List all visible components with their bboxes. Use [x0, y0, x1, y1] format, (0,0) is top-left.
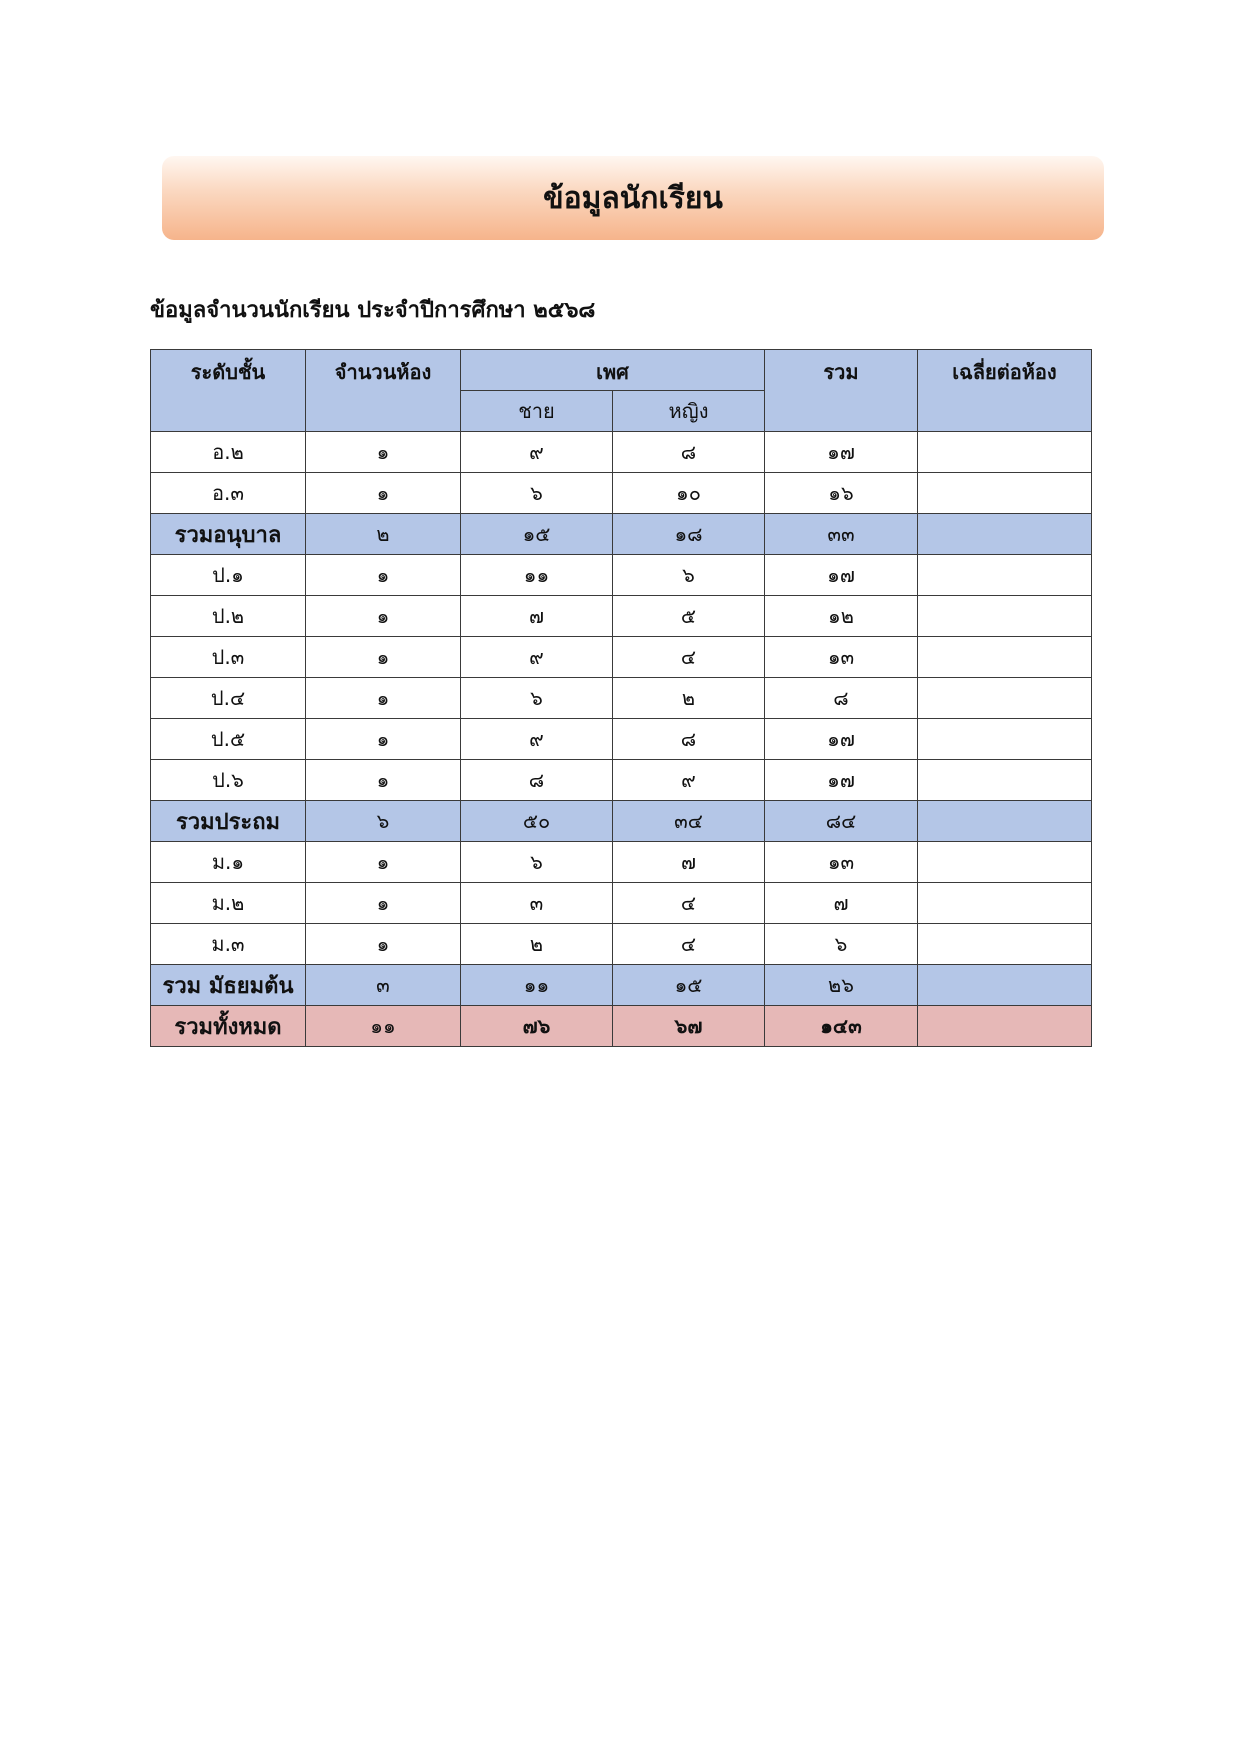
cell-average: [918, 637, 1092, 678]
cell-level: ป.๒: [151, 596, 306, 637]
grand-total-row: [151, 1006, 1092, 1047]
cell-level: ป.๕: [151, 719, 306, 760]
cell-level: อ.๓: [151, 473, 306, 514]
cell-average: [918, 596, 1092, 637]
cell-male: ๖: [461, 678, 613, 719]
table-row: [151, 678, 1092, 719]
header-female: หญิง: [613, 391, 765, 432]
subtotal-row: [151, 514, 1092, 555]
cell-total: ๖: [765, 924, 918, 965]
cell-rooms: ๑: [306, 760, 461, 801]
cell-total: ๑๗: [765, 719, 918, 760]
cell-level: ม.๑: [151, 842, 306, 883]
cell-average: [918, 883, 1092, 924]
cell-male: ๙: [461, 719, 613, 760]
student-table: [150, 349, 1092, 1047]
cell-rooms: ๑: [306, 924, 461, 965]
cell-male: ๙: [461, 432, 613, 473]
cell-total: ๑๗: [765, 432, 918, 473]
cell-total: ๘๔: [765, 801, 918, 842]
cell-rooms: ๑: [306, 473, 461, 514]
cell-level: อ.๒: [151, 432, 306, 473]
cell-male: ๕๐: [461, 801, 613, 842]
cell-average: [918, 719, 1092, 760]
cell-level: รวมทั้งหมด: [151, 1006, 306, 1047]
cell-rooms: ๒: [306, 514, 461, 555]
cell-level: รวม มัธยมต้น: [151, 965, 306, 1006]
cell-rooms: ๑: [306, 555, 461, 596]
cell-male: ๑๑: [461, 555, 613, 596]
cell-total: ๘: [765, 678, 918, 719]
cell-average: [918, 842, 1092, 883]
cell-male: ๑๑: [461, 965, 613, 1006]
cell-male: ๗: [461, 596, 613, 637]
table-row: [151, 473, 1092, 514]
subtotal-row: [151, 801, 1092, 842]
cell-rooms: ๖: [306, 801, 461, 842]
cell-rooms: ๑: [306, 842, 461, 883]
cell-rooms: ๑: [306, 678, 461, 719]
cell-rooms: ๑: [306, 883, 461, 924]
cell-rooms: ๑: [306, 432, 461, 473]
header-male: ชาย: [461, 391, 613, 432]
cell-total: ๑๖: [765, 473, 918, 514]
cell-total: ๗: [765, 883, 918, 924]
cell-female: ๘: [613, 719, 765, 760]
cell-female: ๑๘: [613, 514, 765, 555]
cell-average: [918, 514, 1092, 555]
cell-male: ๒: [461, 924, 613, 965]
cell-rooms: ๑: [306, 719, 461, 760]
cell-female: ๔: [613, 637, 765, 678]
cell-female: ๓๔: [613, 801, 765, 842]
cell-male: ๖: [461, 842, 613, 883]
table-row: [151, 555, 1092, 596]
page-title: ข้อมูลนักเรียน: [543, 180, 723, 216]
cell-rooms: ๑: [306, 596, 461, 637]
cell-level: รวมประถม: [151, 801, 306, 842]
cell-female: ๙: [613, 760, 765, 801]
cell-female: ๑๐: [613, 473, 765, 514]
cell-female: ๘: [613, 432, 765, 473]
cell-male: ๓: [461, 883, 613, 924]
cell-total: ๓๓: [765, 514, 918, 555]
table-row: [151, 596, 1092, 637]
cell-level: ป.๓: [151, 637, 306, 678]
cell-female: ๑๕: [613, 965, 765, 1006]
cell-rooms: ๓: [306, 965, 461, 1006]
cell-female: ๖: [613, 555, 765, 596]
table-row: [151, 719, 1092, 760]
cell-average: [918, 473, 1092, 514]
header-rooms: จำนวนห้อง: [306, 350, 461, 432]
cell-level: รวมอนุบาล: [151, 514, 306, 555]
table-row: [151, 432, 1092, 473]
cell-average: [918, 678, 1092, 719]
cell-total: ๑๗: [765, 555, 918, 596]
cell-rooms: ๑๑: [306, 1006, 461, 1047]
cell-average: [918, 801, 1092, 842]
cell-level: ป.๖: [151, 760, 306, 801]
cell-female: ๔: [613, 883, 765, 924]
table-row: [151, 637, 1092, 678]
cell-level: ม.๒: [151, 883, 306, 924]
cell-total: ๑๔๓: [765, 1006, 918, 1047]
cell-female: ๖๗: [613, 1006, 765, 1047]
cell-average: [918, 760, 1092, 801]
cell-male: ๘: [461, 760, 613, 801]
cell-male: ๙: [461, 637, 613, 678]
cell-female: ๗: [613, 842, 765, 883]
cell-rooms: ๑: [306, 637, 461, 678]
cell-female: ๒: [613, 678, 765, 719]
header-total: รวม: [765, 350, 918, 432]
cell-total: ๒๖: [765, 965, 918, 1006]
table-row: [151, 842, 1092, 883]
cell-average: [918, 965, 1092, 1006]
cell-male: ๖: [461, 473, 613, 514]
table-caption: ข้อมูลจำนวนนักเรียน ประจำปีการศึกษา ๒๕๖๘: [150, 298, 596, 323]
table-row: [151, 883, 1092, 924]
cell-level: ป.๔: [151, 678, 306, 719]
cell-average: [918, 924, 1092, 965]
cell-total: ๑๓: [765, 842, 918, 883]
header-average: เฉลี่ยต่อห้อง: [918, 350, 1092, 432]
cell-average: [918, 555, 1092, 596]
cell-average: [918, 432, 1092, 473]
subtotal-row: [151, 965, 1092, 1006]
table-row: [151, 924, 1092, 965]
cell-male: ๑๕: [461, 514, 613, 555]
table-row: [151, 760, 1092, 801]
cell-male: ๗๖: [461, 1006, 613, 1047]
cell-total: ๑๓: [765, 637, 918, 678]
header-gender: เพศ: [461, 350, 765, 391]
cell-total: ๑๗: [765, 760, 918, 801]
header-level: ระดับชั้น: [151, 350, 306, 432]
cell-average: [918, 1006, 1092, 1047]
cell-total: ๑๒: [765, 596, 918, 637]
cell-level: ม.๓: [151, 924, 306, 965]
cell-female: ๕: [613, 596, 765, 637]
cell-level: ป.๑: [151, 555, 306, 596]
cell-female: ๔: [613, 924, 765, 965]
title-banner: [162, 156, 1104, 240]
